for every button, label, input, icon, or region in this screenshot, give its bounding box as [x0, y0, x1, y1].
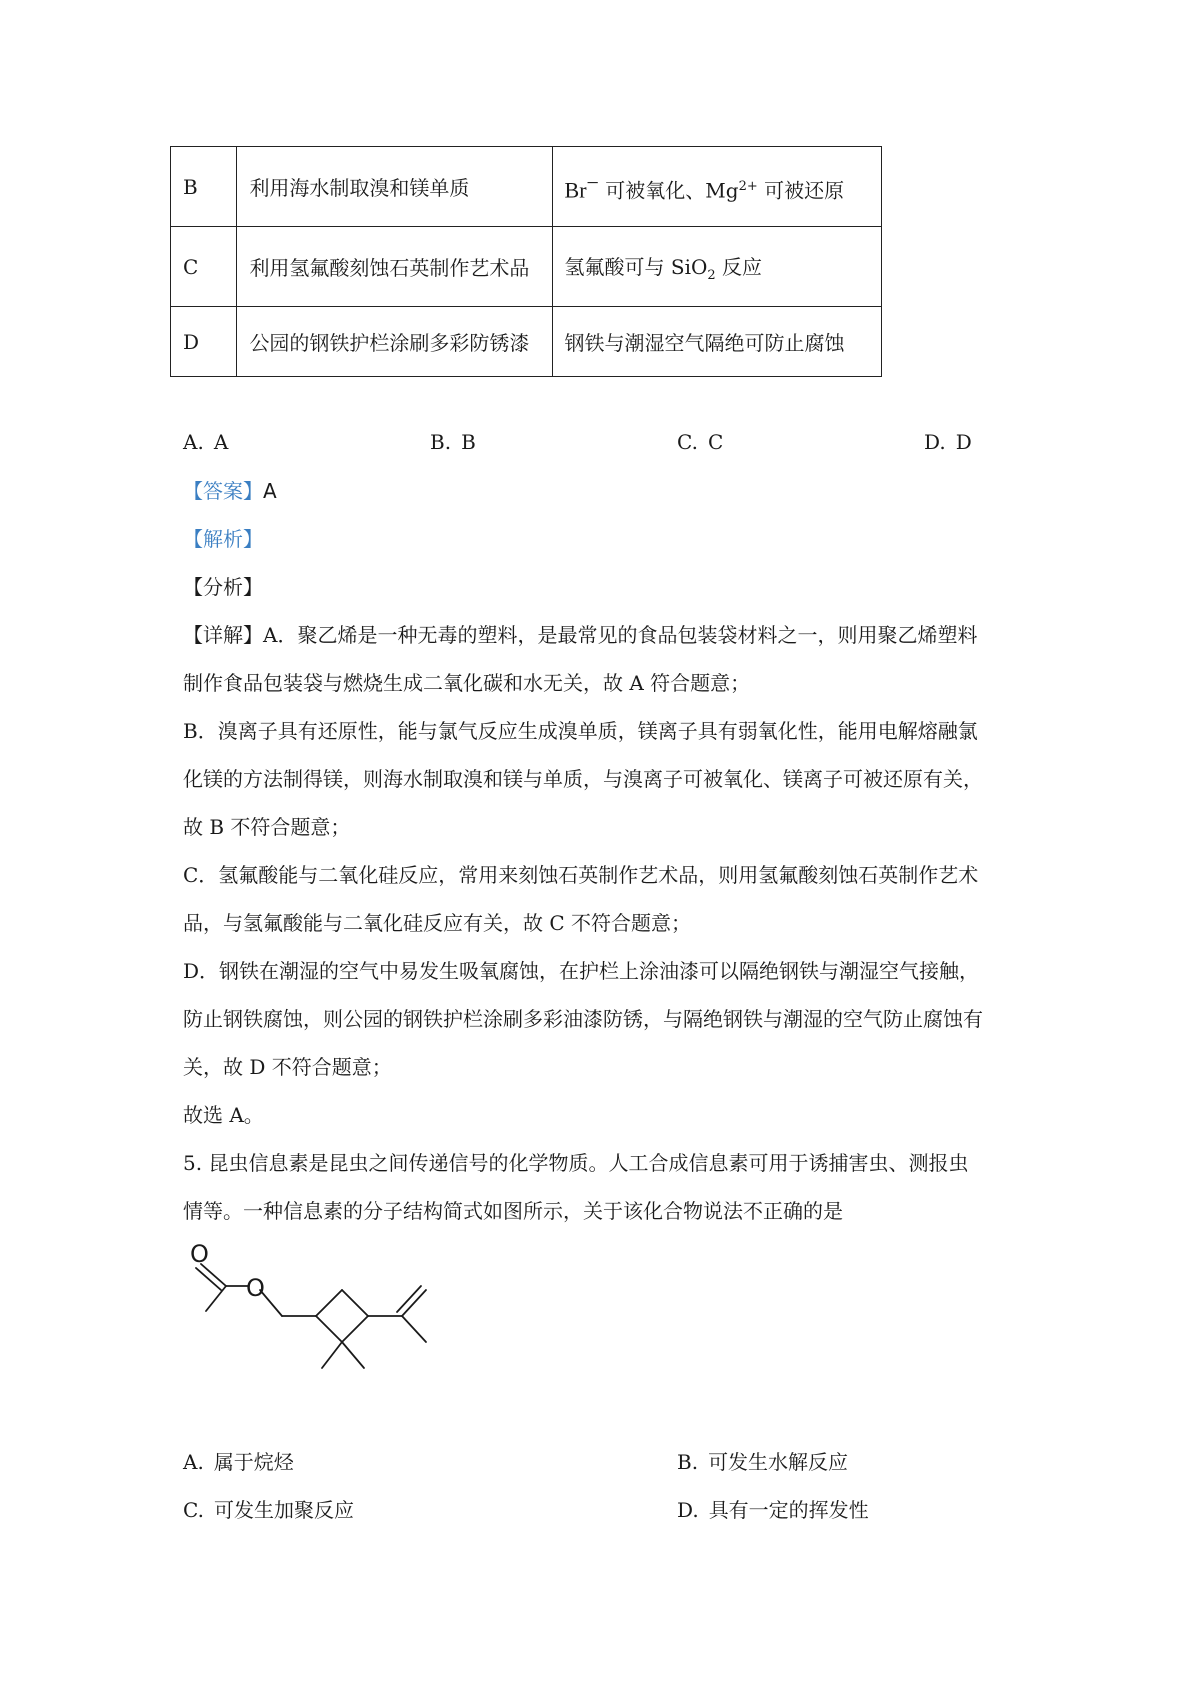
superscript: 2+ — [738, 178, 758, 194]
bond — [342, 1290, 368, 1316]
practice-cell: 利用海水制取溴和镁单质 — [237, 147, 552, 227]
bond — [322, 1342, 342, 1368]
oxygen-atom-ester: O — [246, 1274, 265, 1302]
bond — [342, 1316, 368, 1342]
choice-text: C — [707, 430, 724, 454]
detail-line: 故选 A。 — [183, 1103, 264, 1127]
choice-text: 属于烷烃 — [213, 1450, 294, 1474]
table-row — [171, 307, 882, 377]
explain-cell — [552, 227, 881, 307]
explain-part: Br — [564, 177, 587, 203]
detail-line: 制作食品包装袋与燃烧生成二氧化碳和水无关，故 A 符合题意； — [183, 671, 751, 695]
detail-line: D．钢铁在潮湿的空气中易发生吸氧腐蚀，在护栏上涂油漆可以隔绝钢铁与潮湿空气接触， — [183, 959, 980, 983]
fenxi-label: 【分析】 — [183, 575, 263, 599]
answer-line — [183, 476, 277, 506]
choice-b[interactable] — [430, 430, 476, 454]
choice-letter: C. — [183, 1498, 204, 1522]
practice-cell: 公园的钢铁护栏涂刷多彩防锈漆 — [237, 307, 552, 377]
detail-line: 化镁的方法制得镁，则海水制取溴和镁与单质，与溴离子可被氧化、镁离子可被还原有关， — [183, 767, 983, 791]
detail-line: 【详解】A．聚乙烯是一种无毒的塑料，是最常见的食品包装袋材料之一，则用聚乙烯塑料 — [183, 623, 978, 647]
bond — [402, 1316, 426, 1342]
answer-label: 【答案】 — [183, 479, 263, 503]
choice-text: B — [461, 430, 476, 454]
detail-line: C．氢氟酸能与二氧化硅反应，常用来刻蚀石英制作艺术品，则用氢氟酸刻蚀石英制作艺术 — [183, 863, 979, 887]
detail-line: 关，故 D 不符合题意； — [183, 1055, 392, 1079]
choice-letter: A. — [183, 1450, 204, 1474]
detail-line: B．溴离子具有还原性，能与氯气反应生成溴单质，镁离子具有弱氧化性，能用电解熔融氯 — [183, 719, 978, 743]
option-cell: B — [171, 147, 237, 227]
question-5-stem: 情等。一种信息素的分子结构简式如图所示，关于该化合物说法不正确的是 — [183, 1199, 843, 1223]
table-row — [171, 227, 882, 307]
choice-text: D — [955, 430, 972, 454]
choice-a[interactable] — [183, 1446, 294, 1475]
oxygen-atom-carbonyl: O — [190, 1240, 209, 1268]
explain-cell: 钢铁与潮湿空气隔绝可防止腐蚀 — [552, 307, 881, 377]
detail-line: 故 B 不符合题意； — [183, 815, 351, 839]
choice-text: A — [213, 430, 229, 454]
choice-a[interactable] — [183, 430, 228, 454]
choice-text: 可发生水解反应 — [708, 1450, 849, 1474]
analysis-label: 【解析】 — [183, 527, 263, 551]
bond — [206, 1286, 226, 1311]
subscript: 2 — [707, 267, 716, 283]
option-cell: D — [171, 307, 237, 377]
choice-c[interactable] — [183, 1494, 354, 1523]
molecule-structure-diagram — [190, 1228, 450, 1378]
choice-b[interactable] — [677, 1446, 848, 1475]
table-row — [171, 147, 882, 227]
detail-line: 防止钢铁腐蚀，则公园的钢铁护栏涂刷多彩油漆防锈，与隔绝钢铁与潮湿的空气防止腐蚀有 — [183, 1007, 983, 1031]
explain-part: 反应 — [715, 254, 763, 279]
choice-letter: C. — [677, 430, 698, 454]
choice-letter: D. — [677, 1498, 699, 1522]
explain-part: 氢氟酸可与 SiO — [564, 254, 708, 279]
choice-letter: A. — [183, 430, 204, 454]
options-table — [170, 146, 882, 377]
choice-letter: B. — [430, 430, 452, 454]
superscript: − — [586, 169, 599, 195]
choice-d[interactable] — [677, 1494, 869, 1523]
practice-cell: 利用氢氟酸刻蚀石英制作艺术品 — [237, 227, 552, 307]
explain-part: 可被氧化、Mg — [598, 178, 739, 203]
bond — [316, 1290, 342, 1316]
answer-value: A — [263, 479, 277, 503]
bond — [316, 1316, 342, 1342]
choice-text: 具有一定的挥发性 — [708, 1498, 869, 1522]
option-cell: C — [171, 227, 237, 307]
choice-letter: D. — [924, 430, 946, 454]
explain-part: 可被还原 — [757, 178, 845, 203]
choice-c[interactable] — [677, 430, 723, 454]
bond — [342, 1342, 364, 1368]
choice-text: 可发生加聚反应 — [213, 1498, 354, 1522]
detail-line: 品，与氢氟酸能与二氧化硅反应有关，故 C 不符合题意； — [183, 911, 692, 935]
choice-d[interactable] — [924, 430, 972, 454]
question-5-stem: 5. 昆虫信息素是昆虫之间传递信号的化学物质。人工合成信息素可用于诱捕害虫、测报虫 — [183, 1151, 969, 1175]
choice-letter: B. — [677, 1450, 699, 1474]
explain-cell — [552, 147, 881, 227]
